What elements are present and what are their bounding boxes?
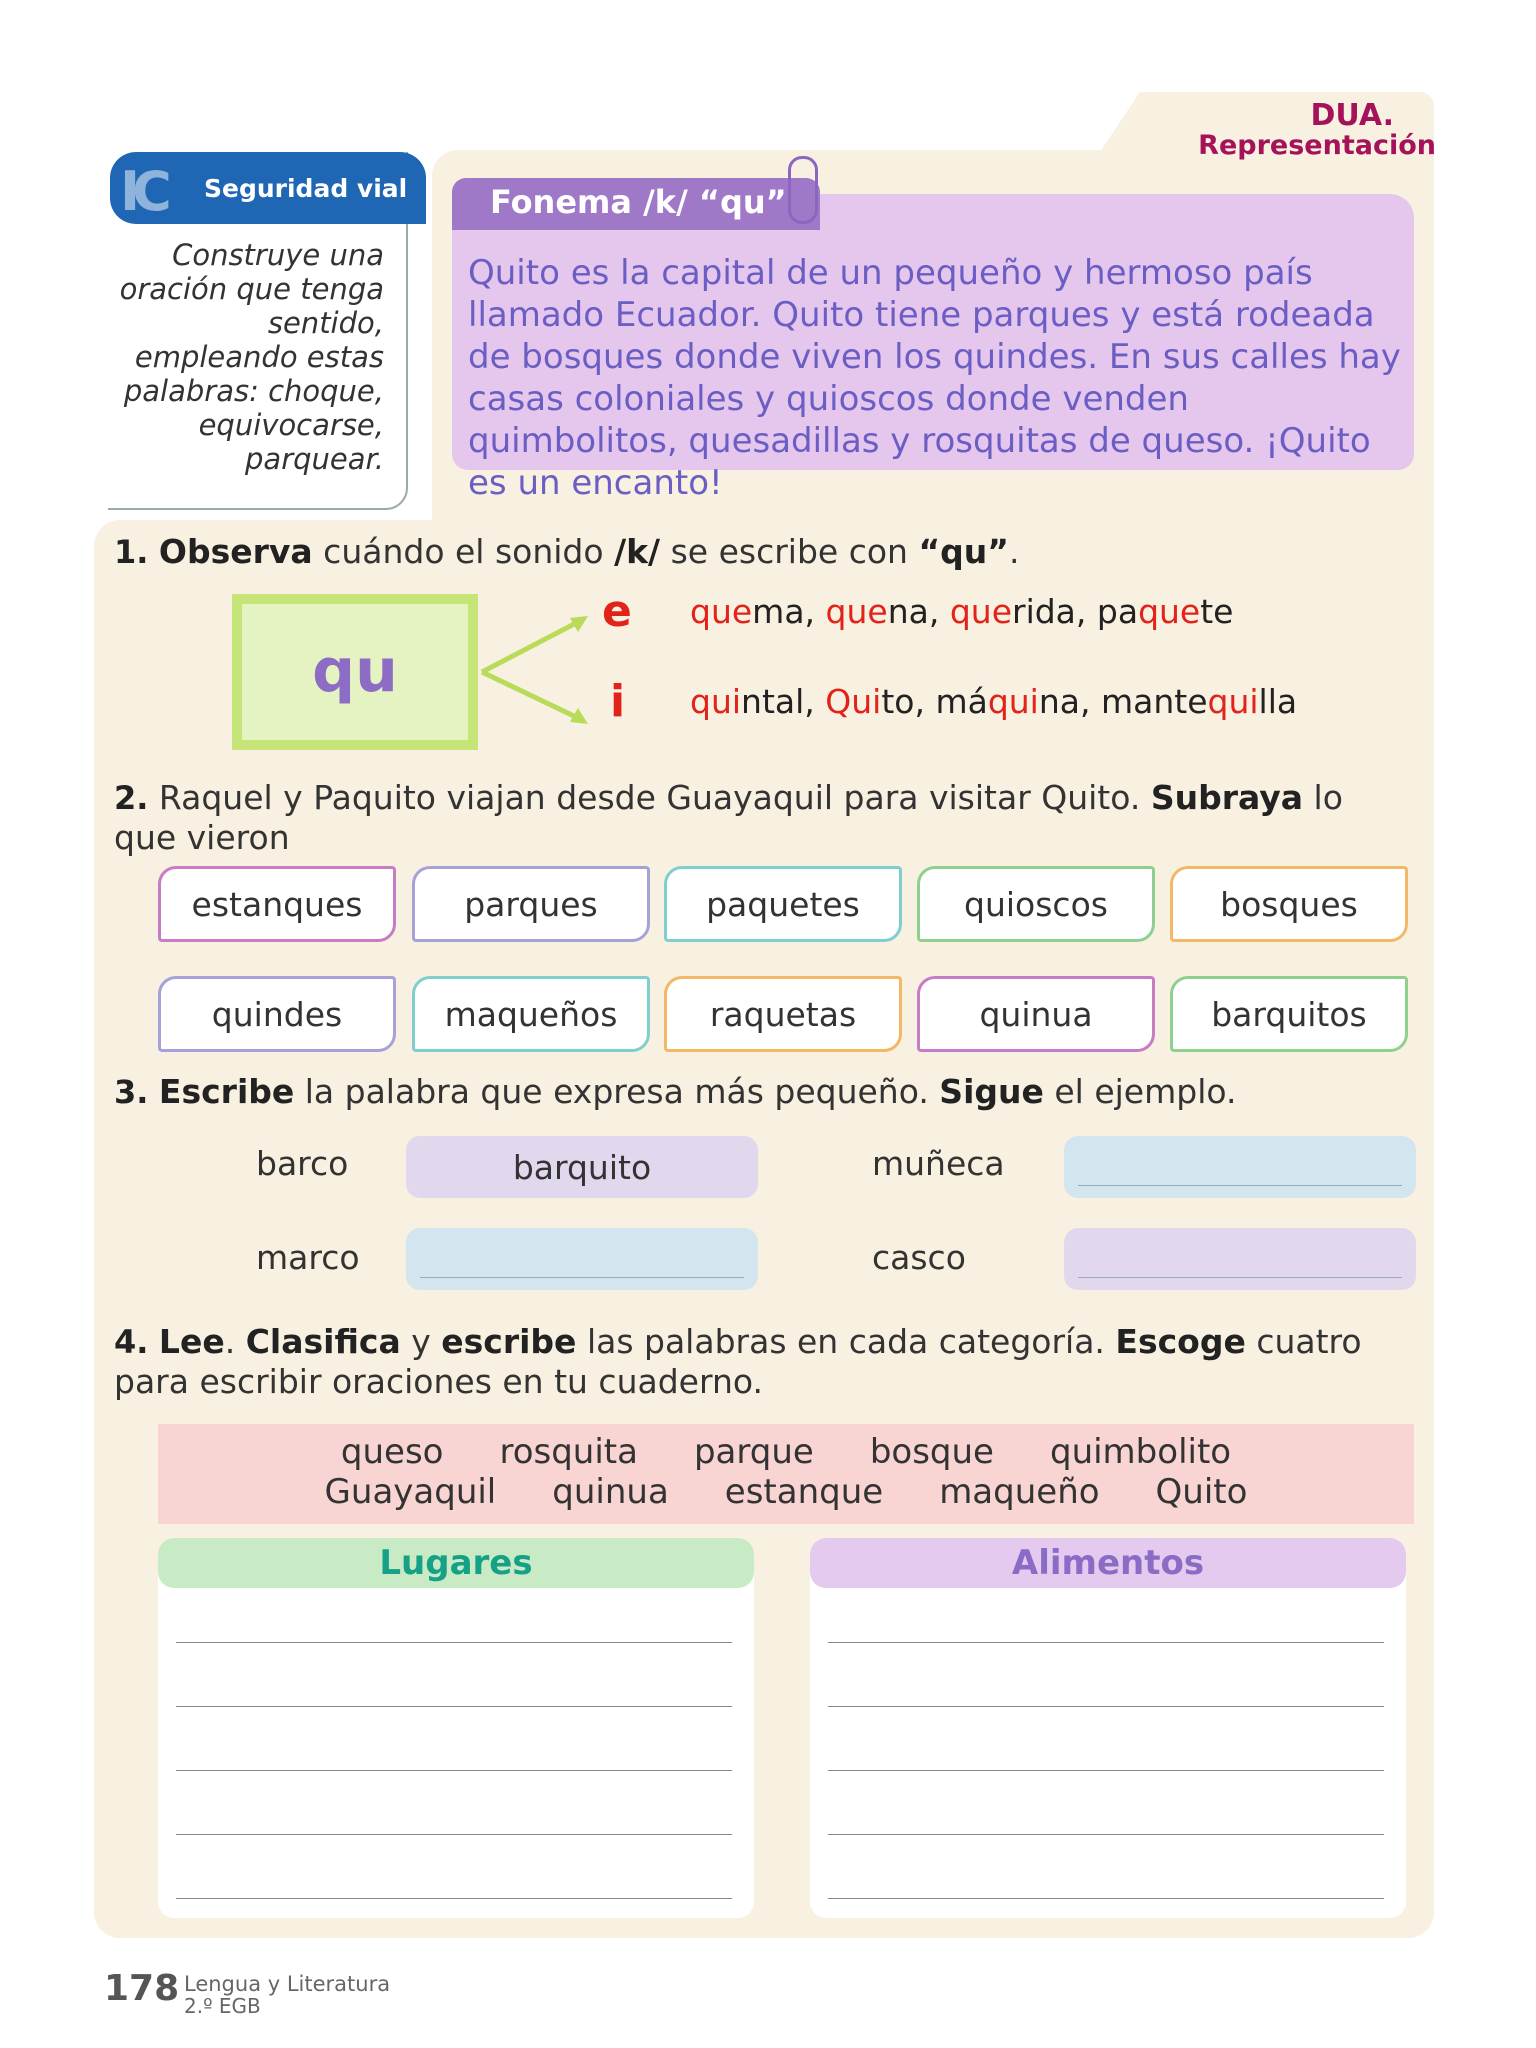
q3-text-2: el ejemplo. [1043, 1072, 1237, 1111]
e-word-1-rest: ma, [752, 592, 826, 631]
q3-input-muneca[interactable] [1064, 1136, 1416, 1198]
q2-text-1: Raquel y Paquito viajan desde Guayaquil para visitar Quito. [158, 778, 1151, 817]
word-box[interactable]: parques [412, 866, 650, 942]
e-word-4-red: que [1138, 592, 1201, 631]
q1-text-3: . [1008, 532, 1020, 571]
bank-word: queso [340, 1432, 444, 1472]
e-word-2-rest: na, [887, 592, 950, 631]
word-box[interactable]: raquetas [664, 976, 902, 1052]
q2-text-2: lo que vieron [114, 778, 1343, 857]
footer-subject: Lengua y Literatura [184, 1972, 391, 1996]
qu-label: qu [312, 636, 398, 706]
footer-grade: 2.º EGB [184, 1994, 261, 2018]
q3-answer-barquito [406, 1136, 758, 1198]
e-word-1-red: que [690, 592, 753, 631]
q1-text-2: se escribe con [660, 532, 919, 571]
i-word-4-rest: lla [1258, 682, 1298, 721]
ic-text: Construye una oración que tenga sentido, empleando estas palabras: choque, equivocarse, parquear. [119, 238, 384, 476]
e-word-4 [1097, 592, 1234, 631]
bank-word: bosque [869, 1432, 994, 1472]
bank-word: parque [693, 1432, 814, 1472]
fonema-paragraph: Quito es la capital de un pequeño y hermoso país llamado Ecuador. Quito tiene parques y está rodeada de bosques donde viven los quindes. En sus calles hay casas coloniales y quioscos donde venden quimbolitos, quesadillas y rosquitas de queso. ¡Quito es un encanto! [468, 253, 1401, 503]
q3-input-casco[interactable] [1064, 1228, 1416, 1290]
q2-instruction [114, 778, 1414, 858]
q1-bold-3: “qu” [918, 532, 1009, 571]
write-line[interactable] [176, 1898, 732, 1899]
write-line[interactable] [176, 1642, 732, 1643]
q1-bold-2: /k/ [614, 532, 661, 571]
word-box[interactable]: quindes [158, 976, 396, 1052]
q4-text-4: cuatro para escribir oraciones en tu cuaderno. [114, 1322, 1362, 1401]
q4-bold-1: Lee [158, 1322, 225, 1361]
arrows-icon [478, 610, 592, 728]
word-box[interactable]: estanques [158, 866, 396, 942]
dua-subtitle: Representación [1198, 130, 1436, 161]
e-word-1 [690, 592, 826, 631]
q4-bold-3: escribe [441, 1322, 577, 1361]
word-box[interactable]: quioscos [917, 866, 1155, 942]
bank-word: quinua [552, 1472, 669, 1512]
q3-word-marco: marco [256, 1238, 360, 1277]
q1-number: 1. [114, 533, 149, 571]
q3-input-marco-line [420, 1277, 744, 1278]
word-box[interactable]: bosques [1170, 866, 1408, 942]
page-number: 178 [104, 1968, 180, 2009]
word-box[interactable]: quinua [917, 976, 1155, 1052]
e-word-2-red: que [825, 592, 888, 631]
write-line[interactable] [176, 1706, 732, 1707]
q3-word-muneca: muñeca [872, 1144, 1005, 1183]
e-word-3-rest: rida, [1012, 592, 1097, 631]
paperclip-icon [788, 156, 818, 224]
write-line[interactable] [828, 1898, 1384, 1899]
q3-instruction [114, 1072, 1236, 1112]
word-box[interactable]: barquitos [1170, 976, 1408, 1052]
e-word-3 [950, 592, 1097, 631]
q4-text-1: . [224, 1322, 246, 1361]
q3-bold-2: Sigue [939, 1072, 1044, 1111]
e-word-4-pre: pa [1096, 592, 1139, 631]
i-word-3-red: qui [987, 682, 1039, 721]
word-box[interactable]: maqueños [412, 976, 650, 1052]
q3-input-casco-line [1078, 1277, 1402, 1278]
category-alimentos-title: Alimentos [810, 1538, 1406, 1588]
q2-bold: Subraya [1150, 778, 1304, 817]
i-word-4-pre: mante [1100, 682, 1208, 721]
i-word-2 [825, 682, 935, 721]
i-word-2-red: Qui [825, 682, 882, 721]
q4-bold-2: Clasifica [245, 1322, 401, 1361]
word-box[interactable]: paquetes [664, 866, 902, 942]
bank-word: rosquita [499, 1432, 638, 1472]
i-word-2-rest: to, [881, 682, 936, 721]
i-word-3-pre: má [935, 682, 988, 721]
write-line[interactable] [828, 1770, 1384, 1771]
word-bank-row-2 [158, 1472, 1414, 1512]
q3-word-casco: casco [872, 1238, 966, 1277]
q1-text-1: cuándo el sonido [312, 532, 615, 571]
category-lugares-title: Lugares [158, 1538, 754, 1588]
q4-number: 4. [114, 1323, 149, 1361]
i-word-4-red: qui [1207, 682, 1259, 721]
q1-instruction [114, 532, 1019, 572]
ic-title: Seguridad vial [204, 174, 408, 203]
q4-instruction [114, 1322, 1420, 1402]
e-word-3-red: que [949, 592, 1012, 631]
i-word-1-red: qui [690, 682, 742, 721]
vowel-e: e [602, 586, 632, 637]
i-words-line [690, 682, 1297, 721]
bank-word: maqueño [939, 1472, 1100, 1512]
q3-text-1: la palabra que expresa más pequeño. [294, 1072, 940, 1111]
q3-input-muneca-line [1078, 1185, 1402, 1186]
q4-text-2: y [400, 1322, 442, 1361]
bank-word: Guayaquil [324, 1472, 497, 1512]
vowel-i: i [610, 676, 626, 727]
e-word-2 [826, 592, 950, 631]
q4-text-3: las palabras en cada categoría. [576, 1322, 1116, 1361]
word-bank-row-1 [158, 1432, 1414, 1472]
q3-number: 3. [114, 1073, 149, 1111]
q3-input-marco[interactable] [406, 1228, 758, 1290]
i-word-3-rest: na, [1038, 682, 1101, 721]
i-word-3 [935, 682, 1101, 721]
bank-word: quimbolito [1049, 1432, 1232, 1472]
e-word-4-rest: te [1200, 592, 1234, 631]
ic-logo: IC [120, 160, 164, 223]
i-word-1 [690, 682, 825, 721]
write-line[interactable] [176, 1770, 732, 1771]
write-line[interactable] [828, 1642, 1384, 1643]
fonema-title: Fonema /k/ “qu” [490, 183, 787, 221]
e-words-line [690, 592, 1233, 631]
write-line[interactable] [828, 1834, 1384, 1835]
dua-title: DUA. [1310, 98, 1394, 133]
bank-word: Quito [1155, 1472, 1248, 1512]
i-word-1-rest: ntal, [741, 682, 826, 721]
q3-answer-text: barquito [512, 1147, 652, 1187]
q2-number: 2. [114, 779, 149, 817]
bank-word: estanque [724, 1472, 884, 1512]
i-word-4 [1101, 682, 1297, 721]
q1-bold-1: Observa [158, 532, 313, 571]
q4-bold-4: Escoge [1115, 1322, 1246, 1361]
write-line[interactable] [176, 1834, 732, 1835]
category-lugares [158, 1538, 754, 1918]
q3-bold-1: Escribe [158, 1072, 295, 1111]
q3-word-barco: barco [256, 1144, 349, 1183]
write-line[interactable] [828, 1706, 1384, 1707]
category-alimentos [810, 1538, 1406, 1918]
